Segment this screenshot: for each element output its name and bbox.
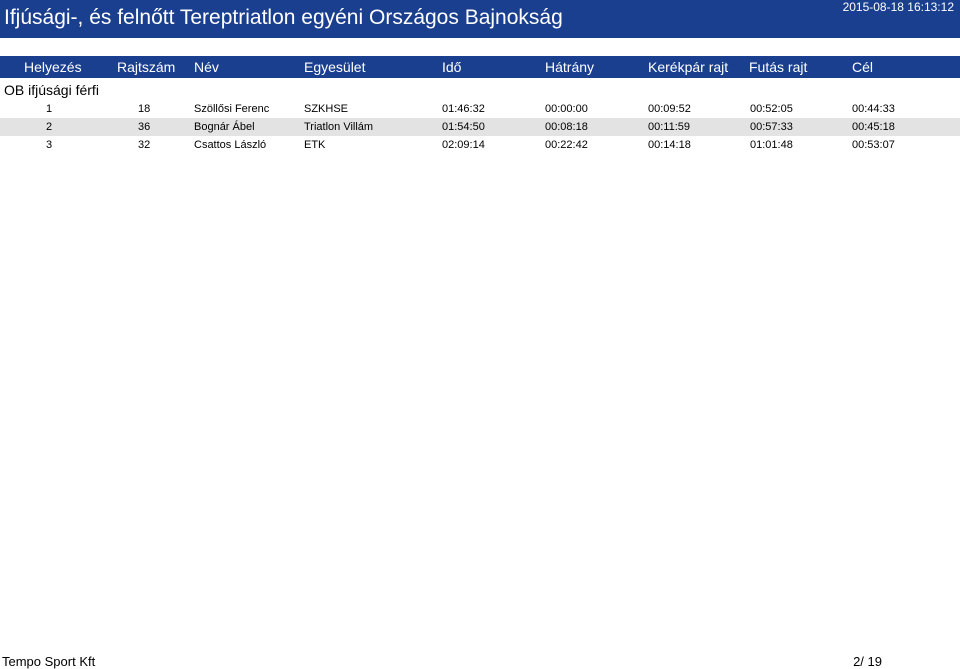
cell-bib: 18 [138, 103, 151, 115]
cell-gap: 00:22:42 [545, 139, 588, 151]
column-header-finish: Cél [852, 59, 874, 75]
cell-time: 01:46:32 [442, 103, 485, 115]
column-header-run-start: Futás rajt [749, 59, 808, 75]
cell-bike-start: 00:11:59 [648, 121, 691, 133]
cell-run-start: 00:57:33 [750, 121, 793, 133]
cell-name: Bognár Ábel [194, 121, 255, 133]
cell-time: 02:09:14 [442, 139, 485, 151]
column-header-time: Idő [442, 59, 462, 75]
cell-place: 3 [46, 139, 53, 151]
cell-gap: 00:00:00 [545, 103, 588, 115]
cell-bike-start: 00:09:52 [648, 103, 691, 115]
page-title: Ifjúsági-, és felnőtt Tereptriatlon egyéni Országos Bajnokság [4, 6, 563, 29]
table-row [0, 136, 960, 154]
category-heading: OB ifjúsági férfi [4, 82, 99, 98]
cell-finish: 00:44:33 [852, 103, 895, 115]
cell-bib: 36 [138, 121, 151, 133]
column-header-gap: Hátrány [545, 59, 595, 75]
title-bar [0, 0, 960, 38]
cell-finish: 00:53:07 [852, 139, 895, 151]
cell-finish: 00:45:18 [852, 121, 895, 133]
cell-run-start: 01:01:48 [750, 139, 793, 151]
cell-club: Triatlon Villám [304, 121, 374, 133]
results-table [0, 100, 960, 154]
column-header-bike-start: Kerékpár rajt [648, 59, 729, 75]
cell-name: Szöllősi Ferenc [194, 103, 270, 115]
table-row [0, 100, 960, 118]
column-header-club: Egyesület [304, 59, 366, 75]
column-header-name: Név [194, 59, 219, 75]
column-header-place: Helyezés [24, 59, 82, 75]
cell-name: Csattos László [194, 139, 267, 151]
timestamp: 2015-08-18 16:13:12 [842, 0, 954, 14]
cell-place: 1 [46, 103, 53, 115]
cell-gap: 00:08:18 [545, 121, 588, 133]
column-header-bib: Rajtszám [117, 59, 176, 75]
cell-time: 01:54:50 [442, 121, 485, 133]
footer-page-number: 2/ 19 [853, 654, 882, 669]
cell-club: ETK [304, 139, 326, 151]
cell-bib: 32 [138, 139, 151, 151]
column-header-bar [0, 56, 960, 78]
cell-club: SZKHSE [304, 103, 349, 115]
cell-place: 2 [46, 121, 53, 133]
cell-bike-start: 00:14:18 [648, 139, 691, 151]
footer-company: Tempo Sport Kft [2, 654, 96, 669]
table-row [0, 118, 960, 136]
cell-run-start: 00:52:05 [750, 103, 793, 115]
